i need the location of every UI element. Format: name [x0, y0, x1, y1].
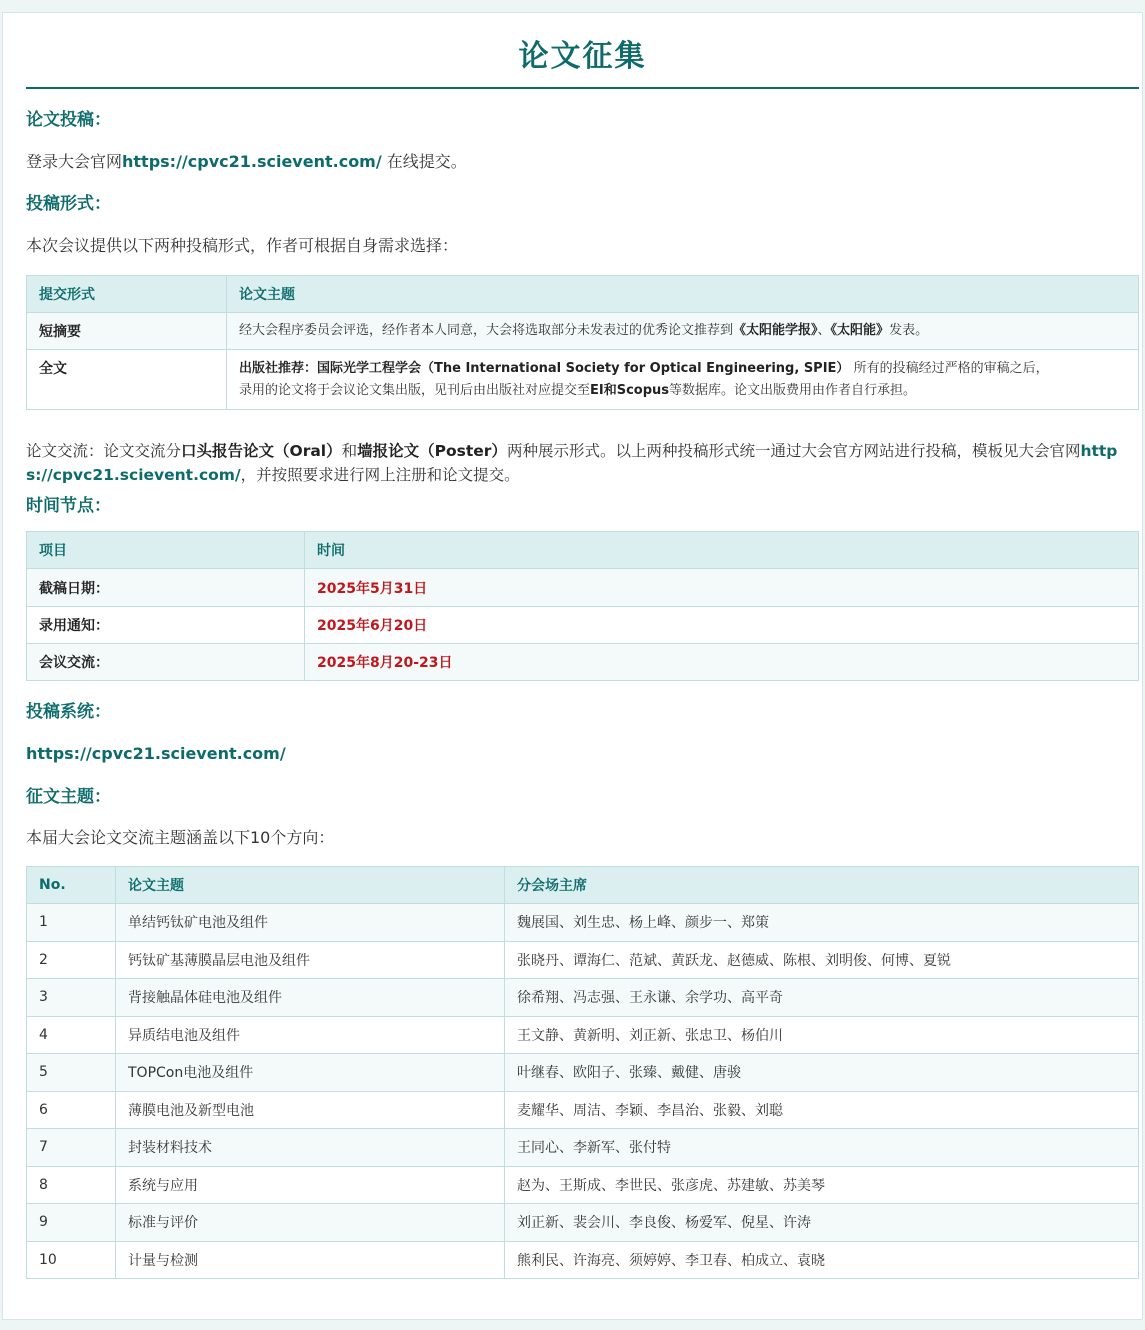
format-intro: 本次会议提供以下两种投稿形式，作者可根据自身需求选择： — [26, 236, 459, 255]
column-header: 时间 — [305, 532, 1139, 569]
table-row — [27, 1241, 1139, 1279]
topic-chairs: 叶继春、欧阳子、张臻、戴健、唐骏 — [505, 1054, 1139, 1092]
table-row — [27, 941, 1139, 979]
timeline-heading: 时间节点： — [26, 496, 111, 516]
submission-link[interactable]: https://cpvc21.scievent.com/ — [122, 152, 382, 171]
timeline-date: 2025年6月20日 — [305, 607, 1139, 644]
timeline-item: 录用通知： — [27, 607, 305, 644]
topic-title: 薄膜电池及新型电池 — [116, 1091, 505, 1129]
topic-title: 计量与检测 — [116, 1241, 505, 1279]
topic-number: 7 — [27, 1129, 116, 1167]
topics-heading: 征文主题： — [26, 787, 111, 807]
timeline-item: 会议交流： — [27, 644, 305, 681]
topic-number: 6 — [27, 1091, 116, 1129]
submission-prefix: 登录大会官网 — [26, 152, 123, 171]
exchange-text — [26, 439, 1139, 487]
table-row — [27, 569, 1139, 607]
full-text: 所有的投稿经过严格的审稿之后， — [853, 360, 1049, 376]
table-row — [27, 1091, 1139, 1129]
separator: 、 — [817, 323, 831, 338]
topic-title: TOPCon电池及组件 — [116, 1054, 505, 1092]
topic-number: 5 — [27, 1054, 116, 1092]
short-description — [227, 313, 1139, 350]
topic-title: 单结钙钛矿电池及组件 — [116, 904, 505, 942]
poster-label: 墙报论文（Poster） — [357, 442, 507, 460]
topic-chairs: 赵为、王斯成、李世民、张彦虎、苏建敏、苏美琴 — [505, 1166, 1139, 1204]
timeline-table — [26, 531, 1139, 681]
table-row — [27, 979, 1139, 1017]
topic-number: 8 — [27, 1166, 116, 1204]
topic-chairs: 魏展国、刘生忠、杨上峰、颜步一、郑策 — [505, 904, 1139, 942]
exchange-part: 两种展示形式。以上两种投稿形式统一通过大会官方网站进行投稿，模板见大会官网 — [506, 442, 1081, 460]
timeline-date: 2025年8月20-23日 — [305, 644, 1139, 681]
topic-chairs: 麦耀华、周洁、李颖、李昌治、张毅、刘聪 — [505, 1091, 1139, 1129]
full-text-end: 等数据库。论文出版费用由作者自行承担。 — [669, 382, 917, 398]
submission-heading: 论文投稿： — [26, 110, 111, 130]
topic-chairs: 王文静、黄新明、刘正新、张忠卫、杨伯川 — [505, 1016, 1139, 1054]
short-text-end: 发表。 — [889, 323, 929, 338]
journal-name: 《太阳能》 — [830, 323, 890, 338]
topic-number: 10 — [27, 1241, 116, 1279]
submission-suffix: 在线提交。 — [381, 152, 467, 171]
full-description — [227, 350, 1139, 410]
topic-chairs: 张晓丹、谭海仁、范斌、黄跃龙、赵德威、陈根、刘明俊、何博、夏锐 — [505, 941, 1139, 979]
content-card — [2, 12, 1143, 1320]
topic-number: 1 — [27, 904, 116, 942]
topic-chairs: 刘正新、裴会川、李良俊、杨爱军、倪星、许涛 — [505, 1204, 1139, 1242]
exchange-part: 和 — [341, 442, 358, 460]
exchange-link[interactable]: https://cpvc21.scievent.com/ — [26, 442, 1118, 484]
database-names: EI和Scopus — [590, 382, 670, 398]
topic-number: 9 — [27, 1204, 116, 1242]
topic-number: 4 — [27, 1016, 116, 1054]
exchange-part: ，并按照要求进行网上注册和论文提交。 — [240, 466, 520, 484]
topic-number: 2 — [27, 941, 116, 979]
table-row — [27, 904, 1139, 942]
short-text: 经大会程序委员会评选，经作者本人同意，大会将选取部分未发表过的优秀论文推荐到 — [239, 323, 734, 338]
format-table — [26, 275, 1139, 410]
topics-intro: 本届大会论文交流主题涵盖以下10个方向： — [26, 828, 335, 847]
table-header-row — [27, 532, 1139, 569]
format-heading: 投稿形式： — [26, 194, 111, 214]
topic-title: 系统与应用 — [116, 1166, 505, 1204]
topic-number: 3 — [27, 979, 116, 1017]
table-row — [27, 607, 1139, 644]
oral-label: 口头报告论文（Oral） — [181, 442, 342, 460]
topic-chairs: 熊利民、许海亮、须婷婷、李卫春、柏成立、袁晓 — [505, 1241, 1139, 1279]
table-row — [27, 1204, 1139, 1242]
page-title: 论文征集 — [26, 13, 1139, 89]
column-header: No. — [27, 867, 116, 904]
column-header: 论文主题 — [227, 276, 1139, 313]
topic-title: 标准与评价 — [116, 1204, 505, 1242]
table-row — [27, 1054, 1139, 1092]
column-header: 论文主题 — [116, 867, 505, 904]
main-content — [26, 13, 1139, 1269]
table-header-row — [27, 867, 1139, 904]
system-heading: 投稿系统： — [26, 702, 111, 722]
table-row — [27, 313, 1139, 350]
publisher-name: 出版社推荐：国际光学工程学会（The International Society for Optical Engineering, SPIE） — [239, 360, 850, 376]
timeline-item: 截稿日期： — [27, 569, 305, 607]
topic-title: 异质结电池及组件 — [116, 1016, 505, 1054]
timeline-date: 2025年5月31日 — [305, 569, 1139, 607]
full-label: 全文 — [27, 350, 227, 410]
table-row — [27, 1166, 1139, 1204]
topic-title: 背接触晶体硅电池及组件 — [116, 979, 505, 1017]
short-label: 短摘要 — [27, 313, 227, 350]
table-row — [27, 1016, 1139, 1054]
table-row — [27, 644, 1139, 681]
exchange-part: 论文交流：论文交流分 — [26, 442, 182, 460]
topic-title: 封装材料技术 — [116, 1129, 505, 1167]
table-row — [27, 350, 1139, 410]
table-row — [27, 1129, 1139, 1167]
column-header: 提交形式 — [27, 276, 227, 313]
system-link[interactable]: https://cpvc21.scievent.com/ — [26, 744, 286, 763]
topic-chairs: 王同心、李新军、张付特 — [505, 1129, 1139, 1167]
journal-name: 《太阳能学报》 — [733, 323, 818, 338]
topic-title: 钙钛矿基薄膜晶层电池及组件 — [116, 941, 505, 979]
submission-text — [26, 150, 1139, 174]
full-text: 录用的论文将于会议论文集出版，见刊后由出版社对应提交至 — [239, 382, 591, 398]
column-header: 分会场主席 — [505, 867, 1139, 904]
topics-table — [26, 866, 1139, 1279]
column-header: 项目 — [27, 532, 305, 569]
table-header-row — [27, 276, 1139, 313]
topic-chairs: 徐希翔、冯志强、王永谦、余学功、高平奇 — [505, 979, 1139, 1017]
